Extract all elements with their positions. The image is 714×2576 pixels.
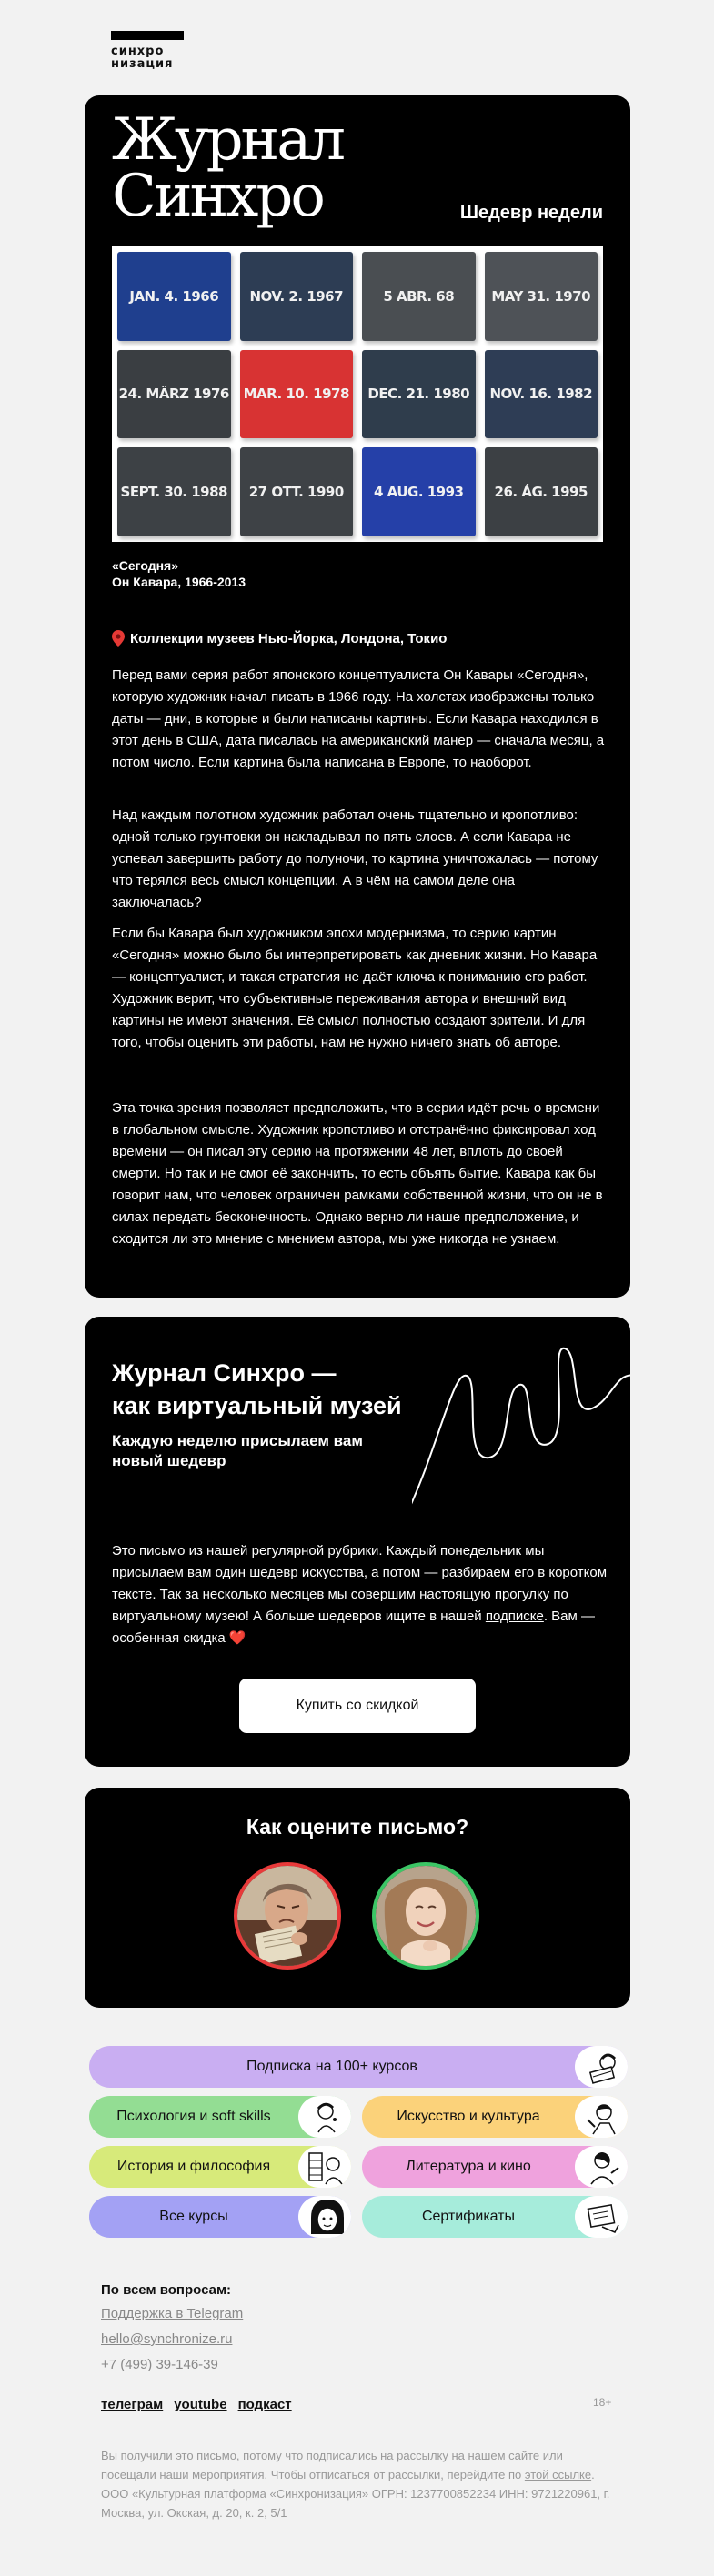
subscription-link[interactable]: подписке bbox=[485, 1609, 544, 1624]
date-painting-panel: MAY 31. 1970 bbox=[485, 252, 598, 341]
bad-rating-image bbox=[237, 1866, 337, 1966]
artwork-author: Он Кавара, 1966-2013 bbox=[112, 575, 246, 589]
smiling-portrait-icon[interactable] bbox=[372, 1862, 479, 1970]
contacts-title: По всем вопросам: bbox=[101, 2282, 232, 2298]
artist-illustration-icon bbox=[575, 2096, 628, 2138]
article-paragraph: Над каждым полотном художник работал очень тщательно и кропотливо: одной только грунтовки он накладывал по пять слоев. А если Кавара не успевал завершить работу до полуночи, то картина уничтожалась — потому что терялся весь смысл концепции. А в чём на самом деле она заключалась? bbox=[112, 807, 598, 910]
pill-label: Искусство и культура bbox=[397, 2109, 540, 2124]
article-paragraph: Эта точка зрения позволяет предположить, что в серии идёт речь о времени в глобальном смысле. Художник кропотливо и отстранённо фиксировал ход времени — он писал эту серию на протяжении 48 лет, вплоть до своей смерти. Но так и не смог её закончить, то есть объять бытие. Кавара как бы говорит нам, что человек ограничен рамками собственной жизни, что он не в силах передать бесконечность. Однако верно ли наше предположение, и сходится ли это мнение с мнением автора, мы уже никогда не узнаем. bbox=[112, 1100, 603, 1247]
location-text: Коллекции музеев Нью-Йорка, Лондона, Токио bbox=[130, 630, 448, 647]
date-painting-panel: MAR. 10. 1978 bbox=[240, 350, 354, 439]
age-rating-badge: 18+ bbox=[593, 2396, 612, 2409]
squiggle-line-decoration bbox=[412, 1335, 630, 1517]
scholar-illustration-icon bbox=[298, 2146, 351, 2188]
pill-label: История и философия bbox=[116, 2159, 271, 2174]
date-painting-panel: 27 OTT. 1990 bbox=[240, 447, 354, 536]
rating-card bbox=[85, 1788, 630, 2008]
buy-with-discount-button[interactable]: Купить со скидкой bbox=[239, 1679, 476, 1733]
subscription-pill[interactable] bbox=[89, 2046, 628, 2088]
unsubscribe-link[interactable]: этой ссылке bbox=[524, 2468, 592, 2481]
footer bbox=[101, 2446, 619, 2522]
pill-label: Подписка на 100+ курсов bbox=[246, 2059, 417, 2074]
frowning-portrait-icon[interactable] bbox=[234, 1862, 341, 1970]
legal-info: ООО «Культурная платформа «Синхронизация» ОГРН: 1237700852234 ИНН: 9721220961, г. Москва, ул. Окская, д. 20, к. 2, 5/1 bbox=[101, 2487, 610, 2520]
course-pill-art[interactable] bbox=[362, 2096, 628, 2138]
writer-illustration-icon bbox=[575, 2146, 628, 2188]
journal-card bbox=[85, 95, 630, 1298]
good-rating-image bbox=[376, 1866, 476, 1966]
face-illustration-icon bbox=[298, 2196, 351, 2238]
pill-label: Все курсы bbox=[159, 2209, 228, 2224]
course-pill-history[interactable] bbox=[89, 2146, 351, 2188]
museum-text-start: Это письмо из нашей регулярной рубрики. Каждый понедельник мы присылаем вам один шедевр искусства, а потом — разбираем его в коротком тексте. Так за несколько месяцев мы совершим настоящую прогулку по виртуальному музею! А больше шедевров ищите в нашей bbox=[112, 1543, 608, 1624]
virtual-museum-card bbox=[85, 1317, 630, 1767]
heart-icon: ❤️ bbox=[228, 1630, 246, 1646]
artwork-title: «Сегодня» bbox=[112, 558, 178, 573]
logo-bar bbox=[111, 31, 184, 40]
date-painting-panel: JAN. 4. 1966 bbox=[117, 252, 231, 341]
article-paragraph: Перед вами серия работ японского концептуалиста Он Кавары «Сегодня», которую художник начал писать в 1966 году. На холстах изображены только даты — дни, в которые и были написаны картины. Если Кавара находился в этот день в США, дата писалась на американский манер — сначала месяц, а потом число. Если картина была написана в Европе, то наоборот. bbox=[112, 667, 605, 770]
rating-title: Как оцените письмо? bbox=[246, 1815, 469, 1839]
footer-text-end: . bbox=[591, 2468, 595, 2481]
date-painting-panel: SEPT. 30. 1988 bbox=[117, 447, 231, 536]
date-painting-panel: DEC. 21. 1980 bbox=[362, 350, 476, 439]
article-paragraph: Если бы Кавара был художником эпохи модернизма, то серию картин «Сегодня» можно было бы интерпретировать как дневник жизни. Но Кавара — концептуалист, и такая стратегия не даёт ключа к пониманию его работ. Художник верит, что субъективные переживания автора и внешний вид картины не имеют значения. Её смысл полностью создают зрители. И для того, чтобы оценить эти работы, нам не нужно ничего знать об авторе. bbox=[112, 926, 598, 1050]
date-painting-panel: 26. ÁG. 1995 bbox=[485, 447, 598, 536]
artwork-caption bbox=[112, 557, 246, 590]
course-pill-all[interactable] bbox=[89, 2196, 351, 2238]
synchronize-logo[interactable] bbox=[111, 31, 184, 71]
museum-title: Журнал Синхро — как виртуальный музей bbox=[112, 1359, 402, 1419]
thinker-illustration-icon bbox=[298, 2096, 351, 2138]
unsubscribe-notice bbox=[101, 2446, 619, 2484]
date-painting-panel: 5 ABR. 68 bbox=[362, 252, 476, 341]
certificate-illustration-icon bbox=[575, 2196, 628, 2238]
footer-text-start: Вы получили это письмо, потому что подписались на рассылку на нашем сайте или посещали наши мероприятия. Чтобы отписаться от рассылки, перейдите по bbox=[101, 2449, 563, 2481]
podcast-link[interactable]: подкаст bbox=[237, 2397, 292, 2412]
course-pill-psychology[interactable] bbox=[89, 2096, 351, 2138]
telegram-support-link[interactable]: Поддержка в Telegram bbox=[101, 2306, 244, 2321]
museum-text-end: . Вам — особенная скидка bbox=[112, 1609, 595, 1646]
contacts-section bbox=[101, 2282, 243, 2378]
museum-location bbox=[112, 630, 447, 647]
pill-label: Литература и кино bbox=[406, 2159, 531, 2174]
social-links bbox=[101, 2397, 292, 2412]
reader-illustration-icon bbox=[575, 2046, 628, 2088]
phone-number[interactable]: +7 (499) 39-146-39 bbox=[101, 2357, 218, 2372]
logo-text: синхро низация bbox=[111, 45, 174, 71]
pill-label: Сертификаты bbox=[421, 2209, 516, 2224]
masterpiece-label: Шедевр недели bbox=[459, 203, 603, 223]
artwork-image bbox=[112, 246, 603, 542]
email-link[interactable]: hello@synchronize.ru bbox=[101, 2331, 233, 2347]
date-painting-panel: 24. MÄRZ 1976 bbox=[117, 350, 231, 439]
journal-masthead: Журнал Синхро bbox=[112, 106, 343, 230]
museum-subtitle: Каждую неделю присылаем вам новый шедевр bbox=[112, 1432, 363, 1469]
youtube-link[interactable]: youtube bbox=[174, 2397, 227, 2412]
museum-description bbox=[112, 1540, 608, 1649]
pin-icon bbox=[112, 630, 125, 647]
pill-label: Психология и soft skills bbox=[116, 2109, 271, 2124]
telegram-link[interactable]: телеграм bbox=[101, 2397, 164, 2412]
artwork-grid bbox=[117, 252, 598, 536]
course-pill-literature[interactable] bbox=[362, 2146, 628, 2188]
course-pill-certificates[interactable] bbox=[362, 2196, 628, 2238]
date-painting-panel: NOV. 2. 1967 bbox=[240, 252, 354, 341]
date-painting-panel: 4 AUG. 1993 bbox=[362, 447, 476, 536]
date-painting-panel: NOV. 16. 1982 bbox=[485, 350, 598, 439]
